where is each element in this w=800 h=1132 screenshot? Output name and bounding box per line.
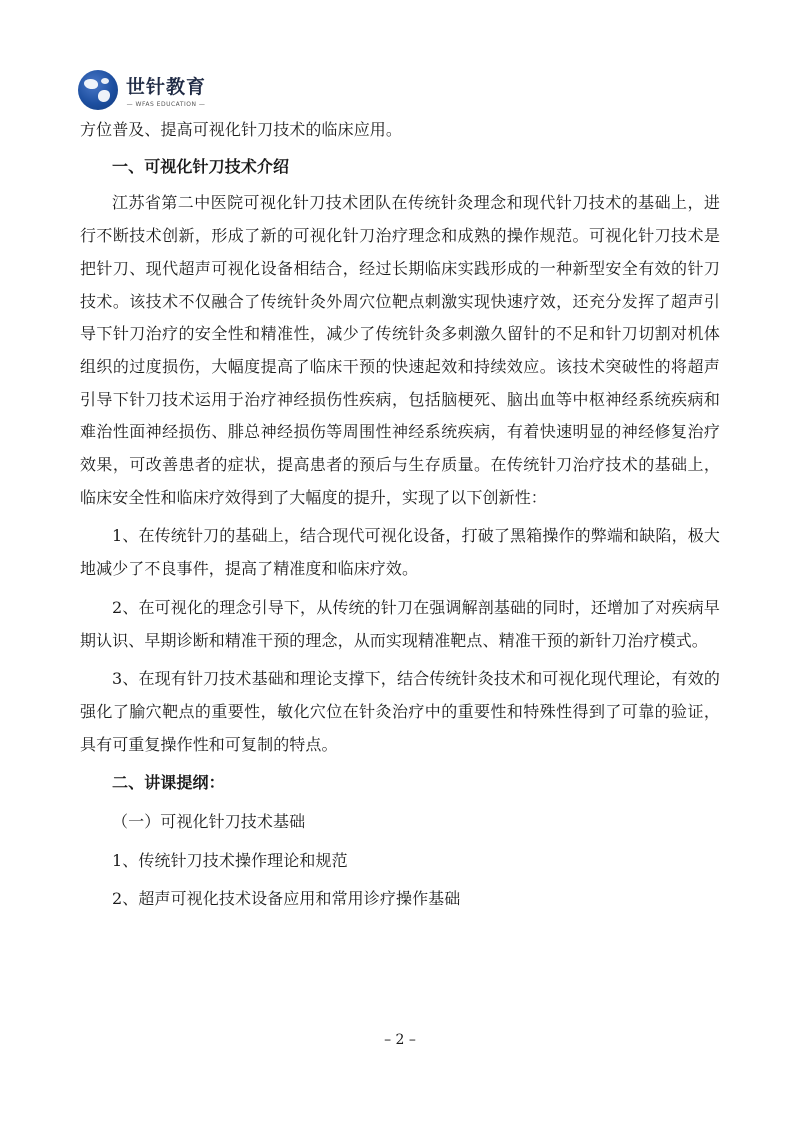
globe-logo-icon [78, 70, 118, 110]
outline-item-2: 1、传统针刀技术操作理论和规范 [112, 850, 348, 870]
logo-english-name: — WFAS EDUCATION — [126, 101, 206, 108]
paragraph-1: 江苏省第二中医院可视化针刀技术团队在传统针灸理念和现代针刀技术的基础上，进行不断技术创新，形成了新的可视化针刀治疗理念和成熟的操作规范。可视化针刀技术是把针刀、现代超声可视化设备相结合，经过长期临床实践形成的一种新型安全有效的针刀技术。该技术不仅融合了传统针灸外周穴位靶点刺激实现快速疗效，还充分发挥了超声引导下针刀治疗的安全性和精准性，减少了传统针灸多刺激久留针的不足和针刀切割对机体组织的过度损伤，大幅度提高了临床干预的快速起效和持续效应。该技术突破性的将超声引导下针刀技术运用于治疗神经损伤性疾病，包括脑梗死、脑出血等中枢神经系统疾病和难治性面神经损伤、腓总神经损伤等周围性神经系统疾病，有着快速明显的神经修复治疗效果，可改善患者的症状，提高患者的预后与生存质量。在传统针刀治疗技术的基础上，临床安全性和临床疗效得到了大幅度的提升，实现了以下创新性： [80, 193, 720, 507]
section-heading-1: 一、可视化针刀技术介绍 [112, 156, 290, 176]
intro-continuation: 方位普及、提高可视化针刀技术的临床应用。 [80, 120, 403, 139]
header-logo [78, 64, 206, 116]
document-body [80, 114, 720, 916]
outline-item-1: （一）可视化针刀技术基础 [112, 812, 306, 832]
logo-text [126, 72, 206, 108]
outline-item-3: 2、超声可视化技术设备应用和常用诊疗操作基础 [112, 889, 461, 909]
paragraph-4: 3、在现有针刀技术基础和理论支撑下，结合传统针灸技术和可视化现代理论，有效的强化了腧穴靶点的重要性，敏化穴位在针灸治疗中的重要性和特殊性得到了可靠的验证，具有可重复操作性和可复制的特点。 [80, 669, 720, 754]
logo-chinese-name: 世针教育 [126, 76, 207, 98]
section-heading-2: 二、讲课提纲： [112, 773, 225, 793]
paragraph-3: 2、在可视化的理念引导下，从传统的针刀在强调解剖基础的同时，还增加了对疾病早期认识、早期诊断和精准干预的理念，从而实现精准靶点、精准干预的新针刀治疗模式。 [80, 597, 720, 650]
paragraph-2: 1、在传统针刀的基础上，结合现代可视化设备，打破了黑箱操作的弊端和缺陷，极大地减少了不良事件，提高了精准度和临床疗效。 [80, 526, 720, 579]
page-number: – 2 – [384, 1032, 416, 1048]
